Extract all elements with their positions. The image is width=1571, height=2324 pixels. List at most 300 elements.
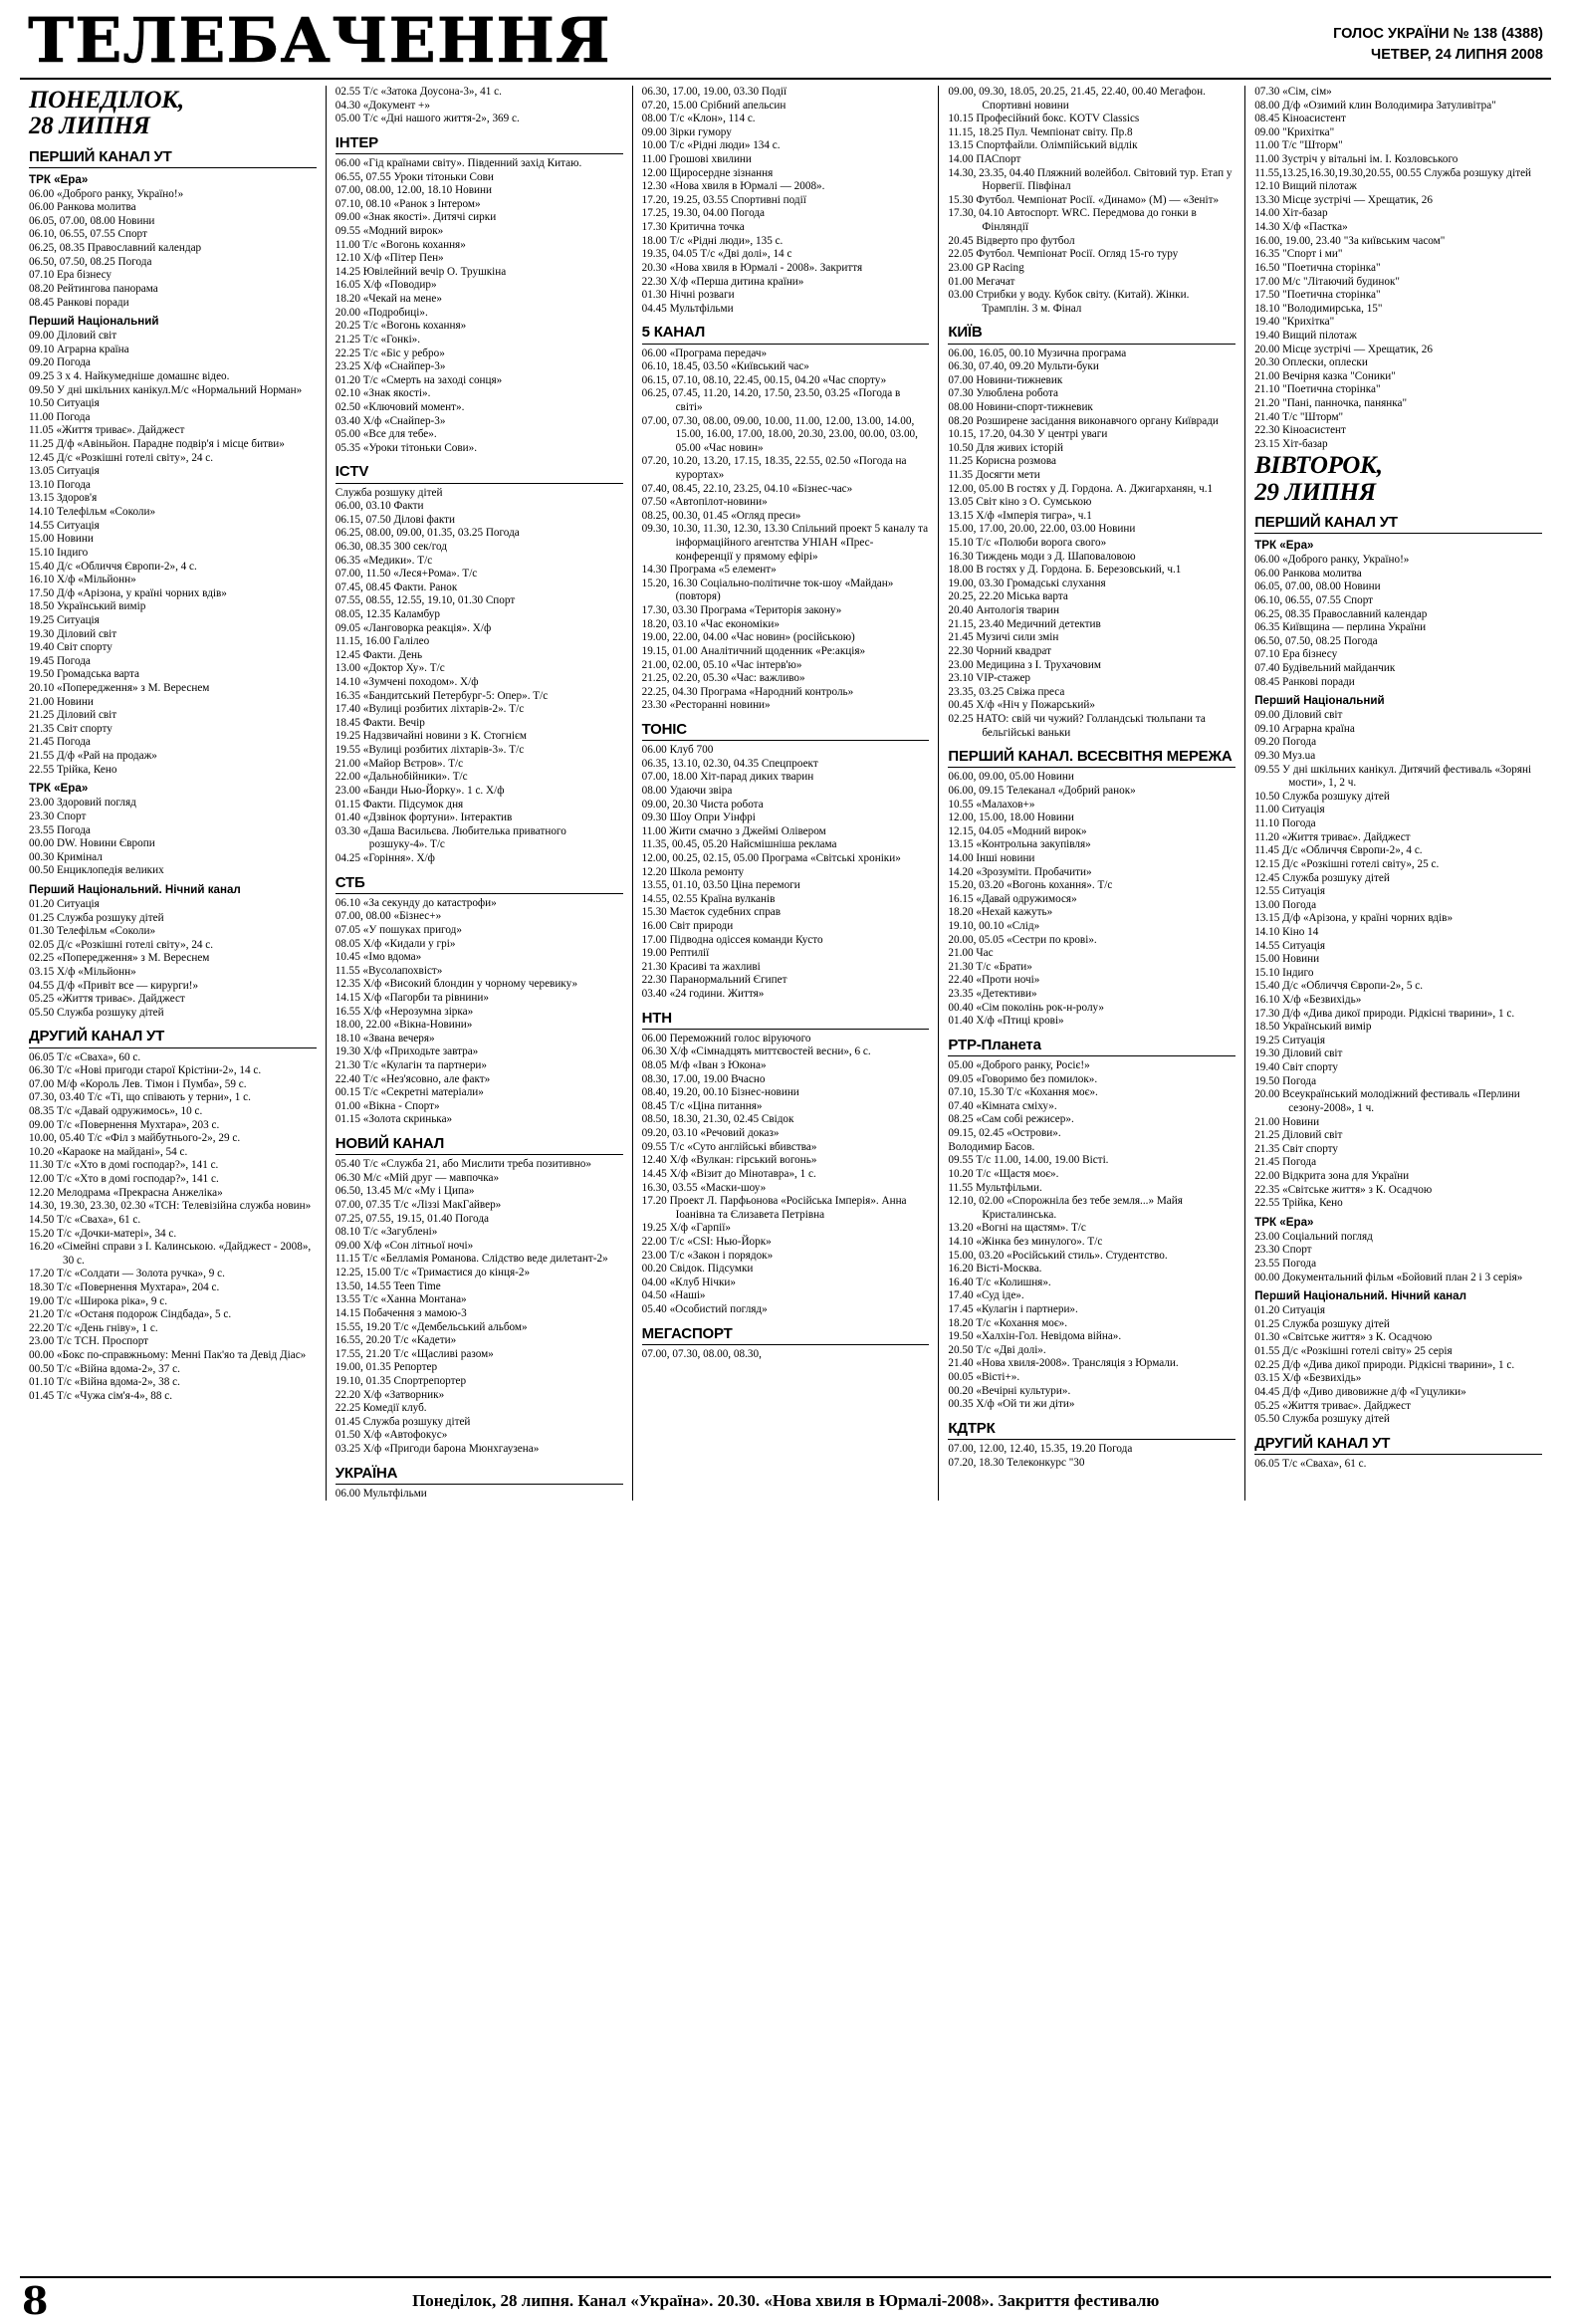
programme-entry: 16.20 «Сімейні справи з І. Калинською. «Дайджест - 2008», 30 с.: [29, 1241, 312, 1267]
programme-entry: 09.00 Діловий світ: [29, 330, 117, 343]
programme-entry: 08.05 Х/ф «Кидали у грі»: [335, 937, 456, 950]
programme-entry: 12.30 «Нова хвиля в Юрмалі — 2008».: [641, 180, 825, 193]
programme-entry: 05.25 «Життя триває». Дайджест: [29, 993, 185, 1006]
programme-entry: 10.15, 17.20, 04.30 У центрі уваги: [948, 428, 1108, 441]
programme-entry: 23.25 Х/ф «Снайпер-3»: [335, 360, 446, 373]
programme-entry: 22.05 Футбол. Чемпіонат Росії. Огляд 15-го туру: [948, 248, 1179, 261]
programme-entry: 09.05 «Говоримо без помилок».: [948, 1072, 1098, 1085]
programme-entry: 05.50 Служба розшуку дітей: [29, 1006, 164, 1019]
programme-entry: 00.00 DW. Новини Європи: [29, 837, 155, 850]
programme-entry: 12.25, 15.00 Т/с «Тримаєтися до кінця-2»: [335, 1267, 531, 1279]
channel-divider: [642, 344, 930, 345]
programme-entry: 23.55 Погода: [29, 823, 91, 836]
programme-entry: 10.50 Ситуація: [29, 397, 100, 410]
programme-entry: 19.00 Рептилії: [641, 947, 710, 960]
sub-channel-heading: Перший Національний. Нічний канал: [1254, 1289, 1466, 1303]
masthead-date-line: ЧЕТВЕР, 24 ЛИПНЯ 2008: [1371, 46, 1543, 63]
programme-entry: 15.00 Новини: [1254, 953, 1320, 966]
day-heading: ПОНЕДІЛОК, 28 ЛИПНЯ: [29, 87, 184, 140]
programme-entry: 01.00 «Вікна - Спорт»: [335, 1099, 440, 1112]
programme-entry: 06.05, 07.00, 08.00 Новини: [29, 214, 155, 227]
programme-entry: 02.55 Т/с «Затока Доусона-3», 41 с.: [335, 86, 502, 98]
programme-entry: 10.55 «Малахов+»: [948, 798, 1035, 811]
programme-entry: 01.15 «Золота скринька»: [335, 1113, 453, 1126]
programme-entry: 13.30 Місце зустрічі — Хрещатик, 26: [1254, 193, 1433, 206]
programme-entry: 02.25 «Попередження» з М. Вереснем: [29, 952, 210, 965]
programme-entry: 06.30, 07.40, 09.20 Мульти-буки: [948, 360, 1099, 373]
sub-channel-heading: ТРК «Ера»: [1254, 539, 1314, 553]
channel-divider: [1254, 533, 1542, 534]
programme-entry: 01.15 Факти. Підсумок дня: [335, 798, 464, 811]
programme-entry: 17.00 М/с "Літаючий будинок": [1254, 275, 1400, 288]
programme-entry: 00.35 Х/ф «Ой ти жи діти»: [948, 1398, 1075, 1411]
channel-divider: [642, 1344, 930, 1345]
programme-entry: 14.55, 02.55 Країна вулканів: [641, 892, 776, 905]
programme-entry: 10.20 «Караоке на майдані», 54 с.: [29, 1145, 188, 1158]
programme-entry: 19.30 Х/ф «Приходьте завтра»: [335, 1046, 479, 1058]
channel-divider: [336, 483, 623, 484]
programme-entry: 00.50 Т/с «Війна вдома-2», 37 с.: [29, 1362, 180, 1375]
programme-entry: 20.00, 05.05 «Сестри по крові».: [948, 933, 1097, 946]
sub-channel-heading: ТРК «Ера»: [29, 172, 89, 186]
programme-entry: 19.45 Погода: [29, 654, 91, 667]
programme-entry: 08.00 Т/с «Клон», 114 с.: [641, 113, 756, 125]
programme-entry: 06.30, 08.35 300 сек/год: [335, 540, 447, 553]
programme-entry: 03.25 Х/ф «Пригоди барона Мюнхгаузена»: [335, 1443, 540, 1456]
programme-entry: 13.20 «Вогні на щастям». Т/с: [948, 1222, 1086, 1235]
programme-entry: 13.05 Світ кіно з О. Сумською: [948, 496, 1092, 509]
day-heading: ВІВТОРОК, 29 ЛИПНЯ: [1254, 452, 1383, 506]
programme-entry: 03.40 «24 години. Життя»: [641, 988, 765, 1001]
programme-entry: 08.45 Ранкові поради: [1254, 675, 1355, 688]
programme-entry: 09.20 Погода: [29, 356, 91, 369]
programme-entry: 21.00 Вечірня казка "Соники": [1254, 369, 1396, 382]
programme-entry: 06.30 Х/ф «Сімнадцять миттєвостей весни», 6 с.: [641, 1046, 871, 1058]
programme-entry: 04.45 Д/ф «Диво дивовижне д/ф «Гуцулики»: [1254, 1385, 1466, 1398]
channel-heading: УКРАЇНА: [335, 1464, 398, 1482]
programme-entry: 14.55 Ситуація: [29, 519, 100, 532]
programme-entry: 08.45 Кіноасистент: [1254, 113, 1346, 125]
programme-entry: 03.30 «Даша Васильєва. Любителька приватного розшуку-4». Т/с: [335, 824, 566, 851]
programme-entry: 15.00 Новини: [29, 533, 94, 546]
programme-entry: 01.10 Т/с «Війна вдома-2», 38 с.: [29, 1376, 180, 1389]
channel-divider: [336, 153, 623, 154]
programme-entry: 19.00, 03.30 Громадські слухання: [948, 577, 1106, 589]
programme-entry: 02.25 НАТО: свій чи чужий? Голландські тюльпани та бельгійські ваньки: [948, 712, 1206, 739]
programme-entry: 07.00, 12.00, 12.40, 15.35, 19.20 Погода: [948, 1443, 1133, 1456]
programme-entry: 07.40 «Кімната сміху».: [948, 1099, 1057, 1112]
programme-entry: 20.25 Т/с «Вогонь кохання»: [335, 320, 467, 333]
channel-divider: [1254, 1454, 1542, 1455]
programme-entry: 14.20 «Зрозуміти. Пробачити»: [948, 865, 1092, 878]
programme-entry: 03.15 Х/ф «Безвихідь»: [1254, 1372, 1362, 1385]
programme-entry: 18.20 «Чекай на мене»: [335, 293, 442, 306]
programme-entry: 00.05 «Вісті+».: [948, 1371, 1020, 1384]
programme-entry: 20.40 Антологія тварин: [948, 604, 1059, 617]
programme-entry: 19.40 Світ спорту: [29, 641, 112, 654]
programme-entry: 23.30 Спорт: [1254, 1244, 1312, 1257]
listing-column: [938, 86, 1244, 1501]
programme-entry: 07.00 Новини-тижневик: [948, 373, 1063, 386]
masthead-issue-info: [1333, 24, 1543, 72]
programme-entry: 23.00 Соціальний погляд: [1254, 1230, 1373, 1243]
programme-entry: 19.35, 04.05 Т/с «Дві долі», 14 с: [641, 248, 792, 261]
programme-entry: 06.00 «Доброго ранку, Україно!»: [29, 187, 184, 200]
programme-entry: 07.00, 07.35 Т/с «Ліззі МакГайвер»: [335, 1199, 502, 1212]
programme-entry: 19.00, 22.00, 04.00 «Час новин» (російською): [641, 631, 855, 644]
programme-entry: 14.10 «Жінка без минулого». Т/с: [948, 1235, 1103, 1248]
programme-entry: 07.20, 18.30 Телеконкурс "30: [948, 1456, 1085, 1469]
programme-entry: 01.45 Служба розшуку дітей: [335, 1415, 471, 1428]
programme-entry: 11.15, 18.25 Пул. Чемпіонат світу. Пр.8: [948, 125, 1133, 138]
programme-entry: 11.35, 00.45, 05.20 Найсмішніша реклама: [641, 838, 837, 851]
programme-entry: 11.00 Т/с "Шторм": [1254, 139, 1343, 152]
programme-entry: 06.50, 07.50, 08.25 Погода: [29, 255, 152, 268]
programme-entry: 01.50 Х/ф «Автофокус»: [335, 1429, 448, 1442]
programme-entry: 07.30 Улюблена робота: [948, 387, 1058, 400]
programme-entry: 11.55,13.25,16.30,19.30,20.55, 00.55 Служба розшуку дітей: [1254, 166, 1532, 179]
programme-entry: 18.00 В гостях у Д. Гордона. Б. Березовський, ч.1: [948, 564, 1182, 577]
programme-entry: 12.45 Факти. День: [335, 648, 423, 661]
programme-entry: 01.40 Х/ф «Птиці крові»: [948, 1015, 1064, 1028]
programme-entry: 22.30 Паранормальний Єгипет: [641, 974, 787, 987]
programme-entry: 12.00, 00.25, 02.15, 05.00 Програма «Світські хроніки»: [641, 851, 901, 864]
programme-entry: 01.00 Мегачат: [948, 275, 1015, 288]
sub-channel-heading: ТРК «Ера»: [1254, 1215, 1314, 1229]
programme-entry: 09.00 "Крихітка": [1254, 125, 1335, 138]
programme-entry: 06.00 «Програма передач»: [641, 347, 768, 359]
programme-entry: 14.00 Хіт-базар: [1254, 207, 1328, 220]
programme-entry: 21.10 "Поетична сторінка": [1254, 383, 1381, 396]
channel-heading: МЕГАСПОРТ: [641, 1324, 733, 1342]
programme-entry: 15.20, 16.30 Соціально-політичне ток-шоу «Майдан» (повторя): [641, 577, 894, 603]
programme-entry: 11.00 Зустріч у вітальні ім. І. Козловського: [1254, 153, 1459, 166]
programme-entry: 22.25 Т/с «Біс у ребро»: [335, 347, 445, 359]
programme-entry: 16.35 "Спорт і ми": [1254, 248, 1343, 261]
programme-entry: 11.10 Погода: [1254, 817, 1316, 830]
sub-channel-heading: ТРК «Ера»: [29, 782, 89, 796]
programme-entry: 23.55 Погода: [1254, 1258, 1317, 1270]
programme-entry: 21.25 Т/с «Гонкі».: [335, 333, 421, 346]
programme-entry: 09.10 Аграрна країна: [1254, 722, 1355, 735]
programme-entry: 17.30, 04.10 Автоспорт. WRC. Передмова до гонки в Фінляндії: [948, 207, 1197, 234]
channel-heading: ТОНІС: [641, 720, 687, 738]
programme-entry: 05.25 «Життя триває». Дайджест: [1254, 1399, 1411, 1412]
programme-entry: 12.10 Х/ф «Пітер Пен»: [335, 252, 444, 265]
programme-entry: 09.00, 09.30, 18.05, 20.25, 21.45, 22.40, 00.40 Мегафон. Спортивні новини: [948, 86, 1206, 112]
programme-entry: 06.15, 07.10, 08.10, 22.45, 00.15, 04.20 «Час спорту»: [641, 373, 887, 386]
programme-entry: 10.00 Т/с «Рідні люди» 134 с.: [641, 139, 781, 152]
programme-entry: 13.15 «Контрольна закупівля»: [948, 838, 1091, 851]
programme-entry: 17.20, 19.25, 03.55 Спортивні події: [641, 193, 806, 206]
programme-entry: 00.00 «Бокс по-справжньому: Менні Пак'яо та Девід Діас»: [29, 1348, 307, 1361]
page-footer: [0, 2278, 1571, 2324]
programme-entry: 04.50 «Наші»: [641, 1289, 706, 1302]
programme-entry: 11.05 «Життя триває». Дайджест: [29, 424, 185, 437]
programme-entry: 06.35 Київщина — перлина України: [1254, 621, 1427, 634]
masthead-issue-line: ГОЛОС УКРАЇНИ № 138 (4388): [1333, 25, 1543, 42]
programme-entry: 09.00 Т/с «Повернення Мухтара», 203 с.: [29, 1118, 220, 1131]
programme-entry: 16.40 Т/с «Колишня».: [948, 1276, 1051, 1288]
programme-entry: 15.00, 17.00, 20.00, 22.00, 03.00 Новини: [948, 523, 1136, 536]
programme-entry: 19.10, 01.35 Спортрепортер: [335, 1374, 467, 1387]
programme-entry: 23.00 «Банди Нью-Йорку». 1 с. Х/ф: [335, 784, 505, 797]
programme-entry: 12.20 Школа ремонту: [641, 865, 745, 878]
programme-entry: 06.00, 16.05, 00.10 Музична програма: [948, 347, 1127, 359]
programme-entry: 08.25 «Сам собі режисер».: [948, 1113, 1074, 1126]
programme-entry: 12.55 Ситуація: [1254, 885, 1325, 898]
programme-entry: 12.15 Д/с «Розкішні готелі світу», 25 с.: [1254, 857, 1440, 870]
programme-entry: 18.20, 03.10 «Час економіки»: [641, 617, 780, 630]
programme-entry: 08.20 Розширене засідання виконавчого органу Київради: [948, 414, 1219, 427]
programme-entry: 22.55 Трійка, Кено: [29, 763, 117, 776]
programme-entry: 10.45 «Імо вдома»: [335, 951, 422, 964]
programme-entry: 14.00 Інші новини: [948, 851, 1035, 864]
programme-entry: 17.30 Д/ф «Дива дикої природи. Рідкісні тварини», 1 с.: [1254, 1007, 1515, 1020]
programme-entry: 18.20 «Нехай кажуть»: [948, 906, 1053, 919]
programme-entry: 06.10, 18.45, 03.50 «Київський час»: [641, 360, 809, 373]
programme-entry: 19.25 Надзвичайні новини з К. Стогнієм: [335, 730, 527, 743]
programme-entry: 07.00 М/ф «Король Лев. Тімон і Пумба», 59 с.: [29, 1077, 247, 1090]
programme-entry: 20.30 «Нова хвиля в Юрмалі - 2008». Закриття: [641, 261, 863, 274]
programme-entry: 21.00 Час: [948, 947, 994, 960]
programme-entry: 22.25, 04.30 Програма «Народний контроль»: [641, 685, 854, 698]
channel-divider: [29, 1047, 317, 1048]
programme-entry: 22.55 Трійка, Кено: [1254, 1197, 1343, 1210]
programme-entry: 17.20 Проект Л. Парфьонова «Російська Імперія». Анна Іоанівна та Єлизавета Петрівна: [641, 1195, 907, 1221]
programme-entry: 01.30 Нічні розваги: [641, 289, 735, 302]
programme-entry: 14.30 Програма «5 елемент»: [641, 564, 777, 577]
channel-divider: [642, 740, 930, 741]
programme-entry: 06.25, 08.00, 09.00, 01.35, 03.25 Погода: [335, 527, 520, 540]
channel-divider: [948, 1439, 1235, 1440]
programme-entry: 21.35 Світ спорту: [29, 722, 112, 735]
programme-entry: 22.00 Відкрита зона для України: [1254, 1169, 1410, 1182]
programme-entry: 07.50 «Автопілот-новини»: [641, 496, 768, 509]
programme-entry: 08.30, 17.00, 19.00 Вчасно: [641, 1072, 766, 1085]
programme-entry: 22.40 «Проти ночі»: [948, 974, 1040, 987]
programme-entry: 19.50 Громадська варта: [29, 668, 139, 681]
programme-entry: 23.00 Т/с «Закон і порядок»: [641, 1249, 774, 1262]
programme-entry: 17.25, 19.30, 04.00 Погода: [641, 207, 766, 220]
programme-entry: 00.50 Енциклопедія великих: [29, 864, 164, 877]
programme-entry: 13.55, 01.10, 03.50 Ціна перемоги: [641, 879, 800, 892]
programme-entry: 14.30, 23.35, 04.40 Пляжний волейбол. Світовий тур. Етап у Норвегії. Півфінал: [948, 166, 1233, 193]
programme-entry: 10.50 Служба розшуку дітей: [1254, 790, 1390, 803]
programme-entry: 04.00 «Клуб Нічки»: [641, 1276, 736, 1288]
programme-entry: 07.05 «У пошуках пригод»: [335, 923, 462, 936]
programme-entry: 13.50, 14.55 Teen Time: [335, 1279, 441, 1292]
programme-entry: 06.50, 13.45 М/с «Му і Ципа»: [335, 1185, 475, 1198]
programme-entry: 21.00 Новини: [29, 695, 94, 708]
programme-entry: 08.45 Т/с «Ціна питання»: [641, 1099, 763, 1112]
programme-entry: 19.10, 00.10 «Слід»: [948, 920, 1040, 933]
programme-entry: 21.30 Т/с «Брати»: [948, 960, 1032, 973]
programme-entry: 07.10 Ера бізнесу: [29, 269, 112, 282]
programme-entry: 06.50, 07.50, 08.25 Погода: [1254, 634, 1378, 647]
channel-heading: ПЕРШИЙ КАНАЛ УТ: [1254, 513, 1398, 531]
programme-entry: 23.00 Т/с ТСН. Проспорт: [29, 1335, 149, 1348]
programme-entry: 07.00, 07.30, 08.00, 09.00, 10.00, 11.00, 12.00, 13.00, 14.00, 15.00, 16.00, 17.00, 18.00, 20.30, 23.00, 00.00, 03.00, 05.00 «Час новин»: [641, 414, 918, 454]
programme-entry: 11.00 Жити смачно з Джеймі Олівером: [641, 824, 826, 837]
channel-heading: ПЕРШИЙ КАНАЛ. ВСЕСВІТНЯ МЕРЕЖА: [948, 748, 1233, 766]
programme-entry: 02.10 «Знак якості».: [335, 387, 431, 400]
programme-entry: 22.00 Т/с «CSI: Нью-Йорк»: [641, 1235, 772, 1248]
programme-entry: 19.40 Вищий пілотаж: [1254, 329, 1357, 342]
programme-entry: 10.00, 05.40 Т/с «Філ з майбутнього-2», 29 с.: [29, 1132, 241, 1145]
programme-entry: 23.00 Здоровий погляд: [29, 797, 136, 810]
programme-entry: 09.00 «Знак якості». Дитячі сирки: [335, 211, 497, 224]
programme-entry: 08.00 Д/ф «Озимий клин Володимира Затуливітра": [1254, 99, 1496, 112]
programme-entry: 16.15 «Давай одружимося»: [948, 892, 1077, 905]
programme-entry: 16.10 Х/ф «Безвихідь»: [1254, 994, 1362, 1007]
programme-entry: 15.10 Індиго: [1254, 966, 1314, 979]
programme-entry: 22.30 Х/ф «Перша дитина країни»: [641, 275, 804, 288]
programme-entry: 14.00 ПАСпорт: [948, 153, 1021, 166]
programme-entry: 08.00 Новини-спорт-тижневик: [948, 400, 1093, 413]
page-number: 8: [22, 2278, 49, 2323]
channel-heading: ІНТЕР: [335, 133, 378, 151]
programme-entry: 12.10 Вищий пілотаж: [1254, 180, 1357, 193]
programme-entry: 14.30, 19.30, 23.30, 02.30 «ТСН: Телевізійна служба новин»: [29, 1200, 312, 1213]
channel-heading: КИЇВ: [948, 324, 983, 342]
programme-entry: 22.20 Т/с «День гніву», 1 с.: [29, 1321, 158, 1334]
programme-entry: 05.00 Т/с «Дні нашого життя-2», 369 с.: [335, 113, 520, 125]
programme-entry: 02.50 «Ключовий момент».: [335, 400, 465, 413]
programme-entry: 21.40 «Нова хвиля-2008». Трансляція з Юрмали.: [948, 1357, 1179, 1370]
programme-entry: 10.50 Для живих історій: [948, 441, 1063, 454]
channel-divider: [336, 893, 623, 894]
programme-entry: 15.55, 19.20 Т/с «Дембельський альбом»: [335, 1320, 528, 1333]
programme-entry: 22.40 Т/с «Нез'ясовно, але факт»: [335, 1072, 491, 1085]
programme-entry: 18.50 Український вимір: [1254, 1021, 1372, 1034]
programme-entry: 15.40 Д/с «Обличчя Європи-2», 5 с.: [1254, 980, 1423, 993]
channel-divider: [336, 1154, 623, 1155]
programme-entry: 23.10 VIP-стажер: [948, 672, 1031, 685]
programme-entry: 08.35 Т/с «Давай одружимось», 10 с.: [29, 1105, 203, 1118]
programme-entry: 18.20 Т/с «Кохання моє».: [948, 1316, 1068, 1329]
programme-entry: 15.10 Т/с «Полюби ворога свого»: [948, 537, 1107, 550]
programme-entry: 04.45 Мультфільми: [641, 302, 734, 315]
programme-entry: 17.50 Д/ф «Арізона, у країні чорних вдів»: [29, 586, 227, 599]
programme-entry: 19.25 Ситуація: [1254, 1034, 1325, 1046]
programme-entry: 12.45 Д/с «Розкішні готелі світу», 24 с.: [29, 451, 214, 464]
programme-entry: 11.00 Грошові хвилини: [641, 153, 752, 166]
programme-entry: 13.10 Погода: [29, 478, 91, 491]
programme-entry: 07.20, 15.00 Срібний апельсин: [641, 99, 786, 112]
channel-heading: СТБ: [335, 873, 365, 891]
programme-entry: 23.00 Медицина з І. Трухачовим: [948, 658, 1101, 671]
programme-entry: 07.25, 07.55, 19.15, 01.40 Погода: [335, 1212, 489, 1225]
programme-entry: 16.00 Світ природи: [641, 920, 734, 933]
masthead: [0, 0, 1571, 76]
programme-entry: 06.05 Т/с «Сваха», 61 с.: [1254, 1457, 1367, 1470]
programme-entry: 13.05 Ситуація: [29, 465, 100, 478]
programme-entry: 07.30 «Сім, сім»: [1254, 86, 1332, 98]
programme-entry: 07.40, 08.45, 22.10, 23.25, 04.10 «Бізнес-час»: [641, 482, 853, 495]
programme-entry: 18.10 "Володимирська, 15": [1254, 302, 1383, 315]
programme-entry: 00.20 «Вечірні культури».: [948, 1384, 1071, 1397]
programme-entry: 01.30 «Світське життя» з К. Осадчою: [1254, 1331, 1433, 1344]
programme-entry: 19.40 "Крихітка": [1254, 316, 1335, 329]
programme-entry: 21.35 Світ спорту: [1254, 1142, 1339, 1155]
programme-entry: 21.25, 02.20, 05.30 «Час: важливо»: [641, 672, 805, 685]
channel-heading: НОВИЙ КАНАЛ: [335, 1135, 445, 1153]
programme-entry: 17.40 «Суд іде».: [948, 1289, 1024, 1302]
programme-entry: 19.50 Погода: [1254, 1074, 1317, 1087]
programme-entry: 06.00 Мультфільми: [335, 1487, 427, 1500]
programme-entry: 17.30, 03.30 Програма «Територія закону»: [641, 604, 842, 617]
programme-entry: 21.00 «Майор Вєтров». Т/с: [335, 757, 464, 770]
programme-entry: 23.30 Спорт: [29, 810, 87, 822]
sub-channel-heading: Перший Національний. Нічний канал: [29, 882, 241, 896]
programme-entry: 04.30 «Документ +»: [335, 99, 430, 112]
programme-entry: 17.45 «Кулагін і партнери».: [948, 1303, 1078, 1315]
programme-entry: 07.00, 11.50 «Леся+Рома». Т/с: [335, 568, 478, 581]
programme-entry: 20.30 Оплески, оплески: [1254, 356, 1368, 369]
listing-column: [20, 86, 326, 1501]
programme-entry: 21.00, 02.00, 05.10 «Час інтерв'ю»: [641, 658, 802, 671]
programme-entry: 08.05 М/ф «Іван з Юкона»: [641, 1059, 767, 1072]
programme-entry: 16.30, 03.55 «Маски-шоу»: [641, 1181, 767, 1194]
programme-entry: 12.00, 05.00 В гостях у Д. Гордона. А. Джигарханян, ч.1: [948, 482, 1214, 495]
programme-entry: 13.00 «Доктор Ху». Т/с: [335, 662, 445, 675]
programme-entry: 19.55 «Вулиці розбитих ліхтарів-3». Т/с: [335, 744, 525, 757]
programme-entry: 03.00 Стрибки у воду. Кубок світу. (Китай). Жінки. Трамплін. 3 м. Фінал: [948, 289, 1190, 315]
programme-entry: 06.25, 08.35 Православний календар: [1254, 607, 1428, 620]
programme-entry: 19.00 Т/с «Широка ріка», 9 с.: [29, 1294, 168, 1307]
programme-entry: 12.35 Х/ф «Високий блондин у чорному черевику»: [335, 978, 578, 991]
programme-entry: 19.30 Діловий світ: [29, 627, 117, 640]
programme-entry: 11.15, 16.00 Галілео: [335, 635, 430, 648]
programme-entry: 21.55 Д/ф «Рай на продаж»: [29, 750, 157, 763]
programme-entry: 18.45 Факти. Вечір: [335, 716, 425, 729]
programme-entry: 05.35 «Уроки тітоньки Сови».: [335, 441, 478, 454]
programme-entry: Служба розшуку дітей: [335, 486, 443, 499]
channel-divider: [948, 344, 1235, 345]
programme-entry: 08.40, 19.20, 00.10 Бізнес-новини: [641, 1086, 799, 1099]
programme-entry: 17.30 Критична точка: [641, 221, 745, 234]
programme-entry: 09.30 Муз.ua: [1254, 750, 1316, 763]
programme-entry: 07.30, 03.40 Т/с «Ті, що співають у терни», 1 с.: [29, 1091, 251, 1104]
channel-heading: НТН: [641, 1009, 672, 1027]
programme-entry: 08.50, 18.30, 21.30, 02.45 Свідок: [641, 1113, 794, 1126]
programme-entry: 12.00 Щиросердне зізнання: [641, 166, 774, 179]
programme-entry: 10.15 Професійний бокс. KOTV Classics: [948, 113, 1140, 125]
programme-entry: 05.00 «Доброго ранку, Росіє!»: [948, 1059, 1090, 1072]
programme-entry: Володимир Басов.: [948, 1140, 1035, 1153]
channel-heading: ДРУГИЙ КАНАЛ УТ: [29, 1028, 165, 1046]
programme-entry: 14.15 Побачення з мамою-3: [335, 1306, 467, 1319]
programme-entry: 03.40 Х/ф «Снайпер-3»: [335, 414, 446, 427]
programme-entry: 16.55 Х/ф «Нерозумна зірка»: [335, 1005, 474, 1018]
programme-entry: 06.30, 17.00, 19.00, 03.30 Події: [641, 86, 787, 98]
programme-entry: 09.50 У дні шкільних канікул.М/с «Нормальний Норман»: [29, 383, 303, 396]
programme-entry: 13.15 Здоров'я: [29, 492, 98, 505]
programme-entry: 08.45 Ранкові поради: [29, 296, 129, 309]
programme-entry: 18.50 Український вимір: [29, 600, 146, 613]
programme-entry: 09.05 «Ланговорка реакція». Х/ф: [335, 621, 492, 634]
programme-entry: 14.15 Х/ф «Пагорби та рівнини»: [335, 991, 489, 1004]
programme-entry: 11.55 «Вусолапохвіст»: [335, 964, 443, 977]
programme-entry: 00.45 Х/ф «Ніч у Пожарський»: [948, 699, 1095, 712]
programme-entry: 06.55, 07.55 Уроки тітоньки Сови: [335, 170, 494, 183]
programme-entry: 09.20 Погода: [1254, 736, 1317, 749]
programme-entry: 17.40 «Вулиці розбитих ліхтарів-2». Т/с: [335, 703, 525, 716]
programme-entry: 11.00 Т/с «Вогонь кохання»: [335, 238, 466, 251]
programme-entry: 08.05, 12.35 Каламбур: [335, 608, 440, 620]
channel-heading: 5 КАНАЛ: [641, 324, 706, 342]
